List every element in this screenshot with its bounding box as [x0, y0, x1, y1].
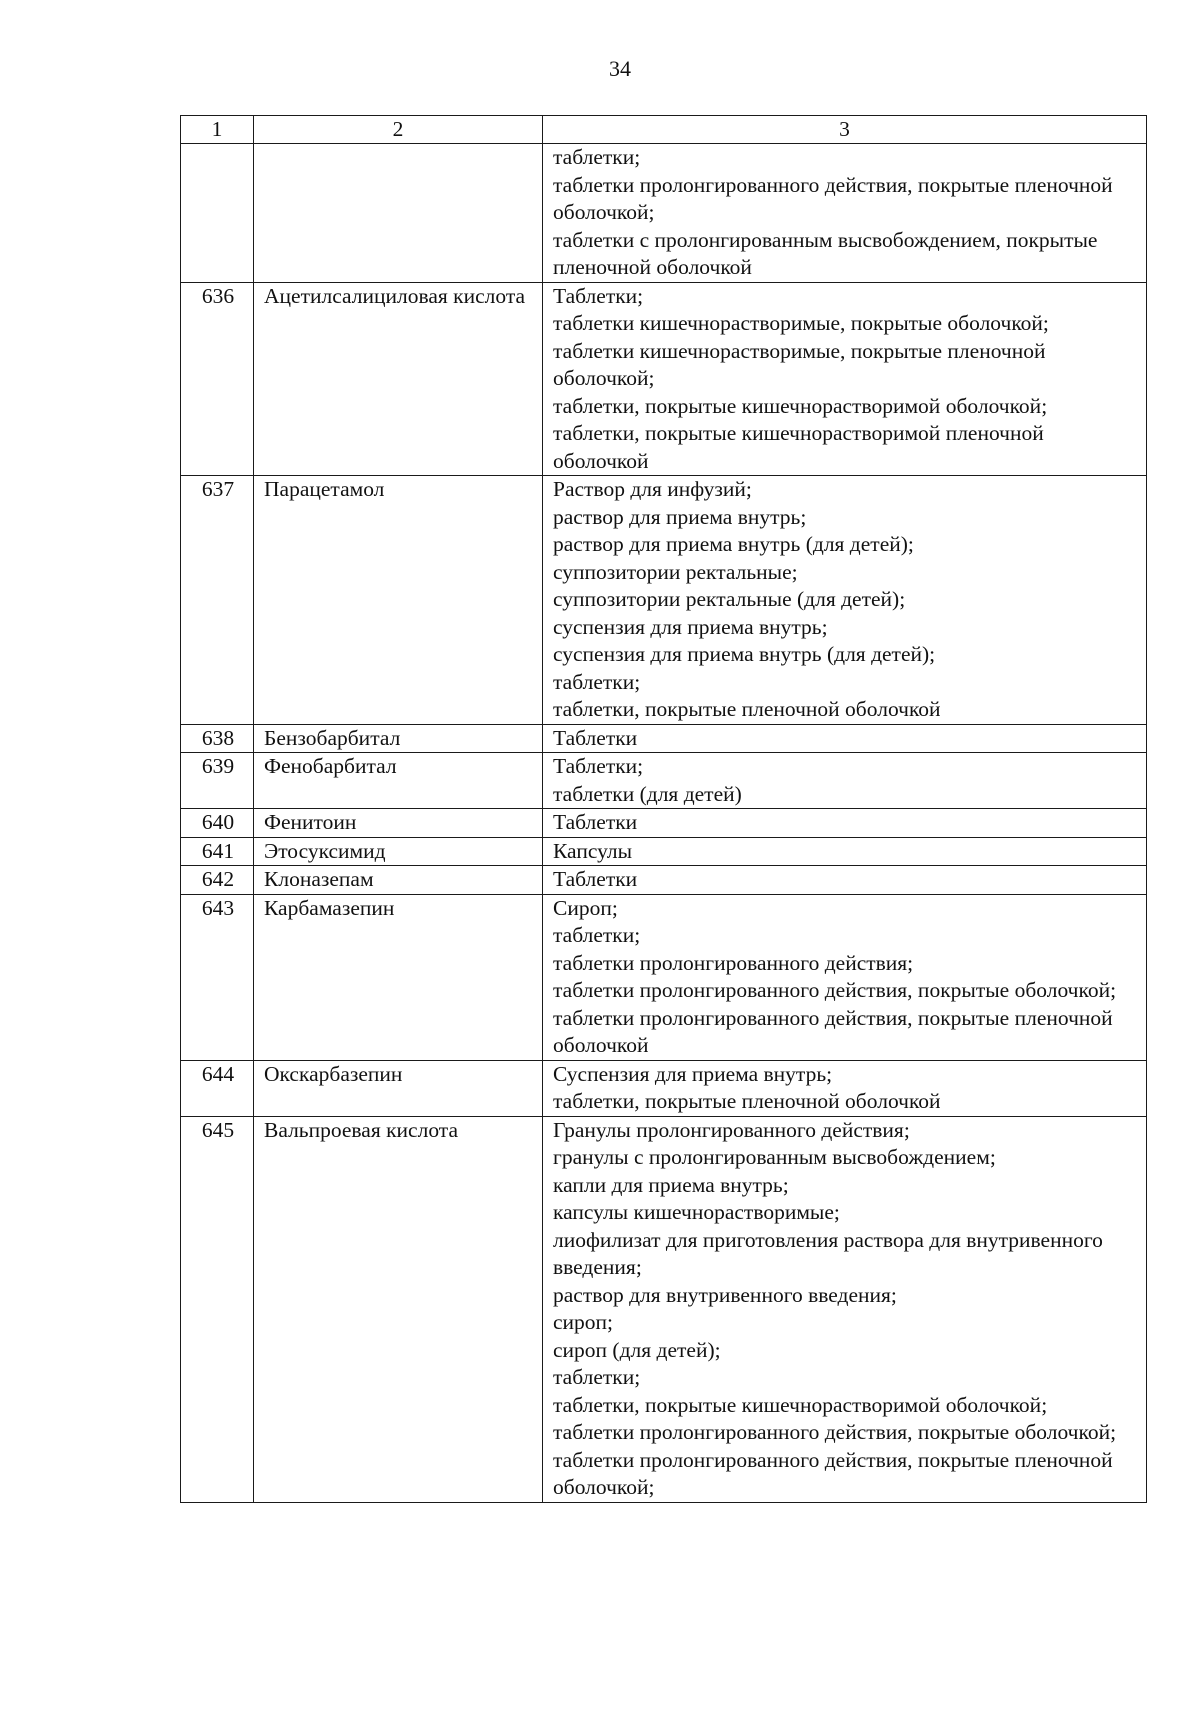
table-row [181, 1116, 1147, 1502]
dosage-form-item: раствор для приема внутрь; [553, 504, 807, 529]
dosage-forms-cell [543, 894, 1147, 1060]
drug-name-cell: Фенобарбитал [254, 753, 543, 809]
drug-name-cell: Ацетилсалициловая кислота [254, 282, 543, 476]
table-body [181, 144, 1147, 1503]
dosage-form-item: таблетки; [553, 145, 641, 169]
dosage-form-item: гранулы с пролонгированным высвобождением; [553, 1145, 996, 1169]
dosage-form-item: таблетки, покрытые пленочной оболочкой [553, 697, 941, 721]
drug-name-cell: Клоназепам [254, 866, 543, 895]
dosage-forms-cell [543, 866, 1147, 895]
row-number-cell: 640 [181, 809, 254, 838]
row-number-cell: 636 [181, 282, 254, 476]
dosage-form-item: Суспензия для приема внутрь; [553, 1061, 833, 1086]
drug-name-cell: Окскарбазепин [254, 1060, 543, 1116]
dosage-form-item: суппозитории ректальные; [553, 559, 798, 584]
dosage-form-item: Таблетки; [553, 283, 644, 308]
column-header-name: 2 [254, 116, 543, 144]
dosage-form-item: таблетки, покрытые кишечнорастворимой оболочкой; [553, 1392, 1048, 1417]
table-row [181, 476, 1147, 725]
dosage-form-item: таблетки; [553, 1365, 641, 1389]
dosage-form-item: суспензия для приема внутрь; [553, 614, 828, 639]
table-row [181, 809, 1147, 838]
dosage-form-item: таблетки кишечнорастворимые, покрытые оболочкой; [553, 311, 1049, 335]
dosage-forms-cell [543, 282, 1147, 476]
row-number-cell: 643 [181, 894, 254, 1060]
drug-name-cell: Вальпроевая кислота [254, 1116, 543, 1502]
table-row [181, 282, 1147, 476]
drug-name-cell: Бензобарбитал [254, 724, 543, 753]
dosage-form-item: таблетки (для детей) [553, 781, 742, 806]
dosage-forms-cell [543, 1116, 1147, 1502]
dosage-form-item: таблетки пролонгированного действия, покрытые пленочной оболочкой; [553, 1447, 1113, 1499]
dosage-forms-cell [543, 809, 1147, 838]
dosage-form-item: Сироп; [553, 895, 618, 920]
table-row [181, 753, 1147, 809]
row-number-cell: 644 [181, 1060, 254, 1116]
dosage-form-item: лиофилизат для приготовления раствора для внутривенного введения; [553, 1227, 1103, 1279]
row-number-cell [181, 144, 254, 283]
drug-name-cell: Парацетамол [254, 476, 543, 725]
page-number: 34 [609, 56, 631, 81]
dosage-form-item: таблетки, покрытые пленочной оболочкой [553, 1089, 941, 1113]
dosage-form-item: таблетки, покрытые кишечнорастворимой пленочной оболочкой [553, 421, 1044, 473]
table-row [181, 894, 1147, 1060]
table-row [181, 724, 1147, 753]
dosage-form-item: таблетки пролонгированного действия, покрытые оболочкой; [553, 978, 1117, 1002]
dosage-form-item: Раствор для инфузий; [553, 477, 752, 501]
row-number-cell: 637 [181, 476, 254, 725]
dosage-form-item: раствор для приема внутрь (для детей); [553, 532, 914, 556]
header-row [181, 116, 1147, 144]
dosage-form-item: сироп; [553, 1310, 614, 1334]
row-number-cell: 642 [181, 866, 254, 895]
dosage-form-item: таблетки, покрытые кишечнорастворимой оболочкой; [553, 393, 1048, 418]
dosage-form-item: капли для приема внутрь; [553, 1172, 789, 1197]
drug-name-cell [254, 144, 543, 283]
dosage-form-item: Таблетки [553, 867, 638, 891]
dosage-form-item: таблетки пролонгированного действия, покрытые пленочной оболочкой; [553, 172, 1113, 224]
dosage-form-item: суппозитории ректальные (для детей); [553, 587, 906, 611]
table-row [181, 1060, 1147, 1116]
dosage-form-item: таблетки пролонгированного действия, покрытые пленочной оболочкой [553, 1005, 1113, 1057]
row-number-cell: 639 [181, 753, 254, 809]
row-number-cell: 638 [181, 724, 254, 753]
dosage-forms-cell [543, 724, 1147, 753]
dosage-forms-cell [543, 476, 1147, 725]
dosage-form-item: таблетки; [553, 669, 641, 694]
drug-name-cell: Этосуксимид [254, 837, 543, 866]
dosage-form-item: таблетки пролонгированного действия, покрытые оболочкой; [553, 1420, 1117, 1444]
row-number-cell: 641 [181, 837, 254, 866]
dosage-form-item: раствор для внутривенного введения; [553, 1282, 897, 1307]
dosage-form-item: сироп (для детей); [553, 1337, 721, 1362]
table-header [181, 116, 1147, 144]
dosage-forms-cell [543, 1060, 1147, 1116]
dosage-forms-cell [543, 837, 1147, 866]
table-row [181, 837, 1147, 866]
dosage-form-item: Таблетки; [553, 754, 644, 778]
column-header-number: 1 [181, 116, 254, 144]
drug-name-cell: Фенитоин [254, 809, 543, 838]
drug-table [180, 115, 1147, 1503]
dosage-forms-cell [543, 144, 1147, 283]
dosage-form-item: капсулы кишечнорастворимые; [553, 1200, 840, 1224]
dosage-form-item: Таблетки [553, 725, 638, 750]
dosage-form-item: Таблетки [553, 810, 638, 834]
dosage-form-item: Капсулы [553, 838, 633, 863]
row-number-cell: 645 [181, 1116, 254, 1502]
table-row [181, 866, 1147, 895]
dosage-form-item: таблетки; [553, 923, 641, 947]
column-header-forms: 3 [543, 116, 1147, 144]
dosage-forms-cell [543, 753, 1147, 809]
dosage-form-item: таблетки пролонгированного действия; [553, 950, 914, 975]
drug-name-cell: Карбамазепин [254, 894, 543, 1060]
dosage-form-item: таблетки с пролонгированным высвобождением, покрытые пленочной оболочкой [553, 227, 1098, 279]
dosage-form-item: Гранулы пролонгированного действия; [553, 1117, 910, 1142]
table-row [181, 144, 1147, 283]
dosage-form-item: суспензия для приема внутрь (для детей); [553, 642, 936, 666]
dosage-form-item: таблетки кишечнорастворимые, покрытые пленочной оболочкой; [553, 338, 1046, 390]
